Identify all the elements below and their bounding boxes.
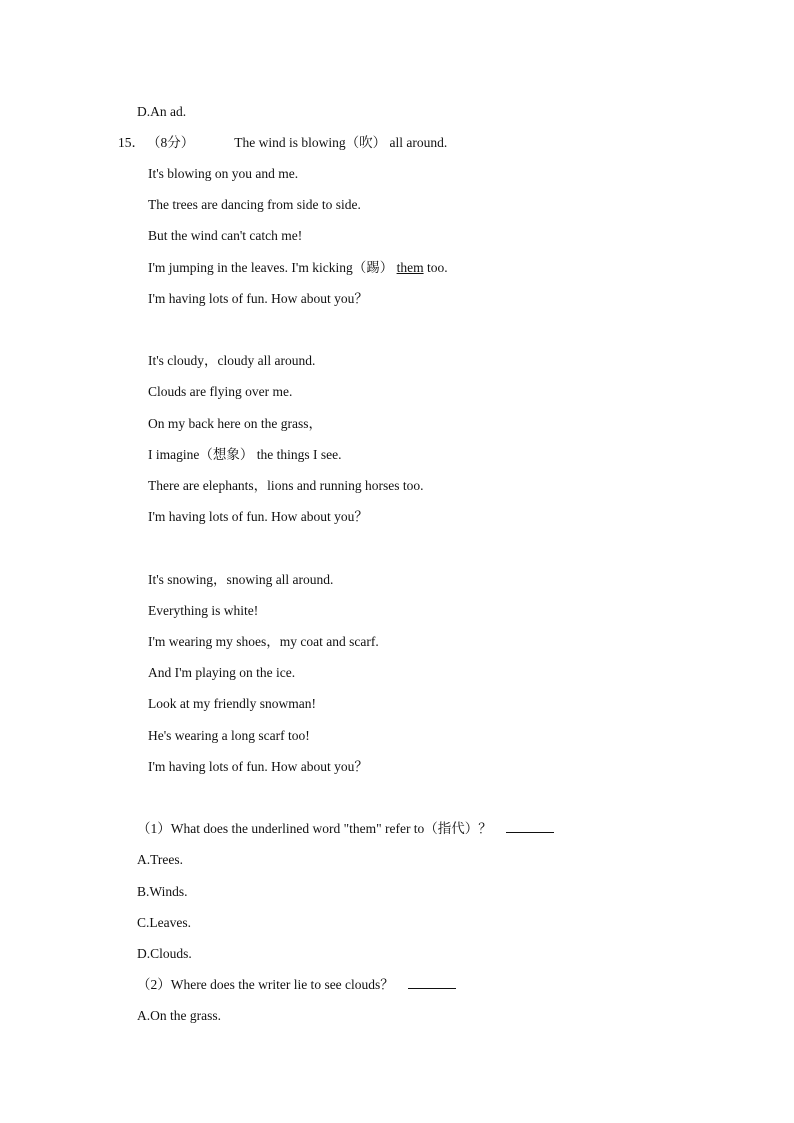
poem-line: The trees are dancing from side to side. (148, 197, 361, 212)
poem-line: The wind is blowing（吹） all around. (234, 135, 448, 150)
poem-line: There are elephants，lions and running horses too. (148, 478, 424, 493)
poem-line: It's snowing，snowing all around. (148, 572, 334, 587)
sub-question-text: （2）Where does the writer lie to see clouds？ (137, 977, 394, 992)
previous-question-option-d: D.An ad. (137, 104, 187, 119)
poem-line: On my back here on the grass， (148, 416, 322, 431)
underlined-word-them: them (396, 260, 424, 275)
option-c[interactable]: C.Leaves. (137, 915, 191, 930)
poem-text: I'm jumping in the leaves. I'm kicking（踢） (148, 260, 397, 275)
option-a[interactable]: A.Trees. (137, 852, 184, 867)
poem-line: I'm wearing my shoes，my coat and scarf. (148, 634, 379, 649)
poem-line: It's blowing on you and me. (148, 166, 299, 181)
question-15-header (118, 134, 447, 152)
poem-line: He's wearing a long scarf too! (148, 728, 310, 743)
sub-question-text: （1）What does the underlined word "them" refer to（指代）？ (137, 821, 492, 836)
option-a[interactable]: A.On the grass. (137, 1008, 221, 1023)
poem-line: Everything is white! (148, 603, 259, 618)
poem-line (148, 259, 448, 277)
answer-blank[interactable] (506, 820, 554, 833)
poem-line: I imagine（想象） the things I see. (148, 447, 342, 462)
poem-line: Look at my friendly snowman! (148, 696, 316, 711)
sub-question-1 (137, 820, 554, 838)
poem-line: But the wind can't catch me! (148, 228, 303, 243)
option-d[interactable]: D.Clouds. (137, 946, 192, 961)
poem-line: I'm having lots of fun. How about you？ (148, 759, 368, 774)
poem-line: And I'm playing on the ice. (148, 665, 296, 680)
sub-question-2 (137, 976, 456, 994)
question-number: 15． (118, 135, 145, 150)
poem-line: I'm having lots of fun. How about you？ (148, 291, 368, 306)
answer-blank[interactable] (408, 976, 456, 989)
poem-line: It's cloudy，cloudy all around. (148, 353, 316, 368)
poem-text: too. (423, 260, 448, 275)
question-score: （8分） (147, 135, 195, 150)
poem-line: I'm having lots of fun. How about you？ (148, 509, 368, 524)
poem-line: Clouds are flying over me. (148, 384, 293, 399)
option-b[interactable]: B.Winds. (137, 884, 188, 899)
